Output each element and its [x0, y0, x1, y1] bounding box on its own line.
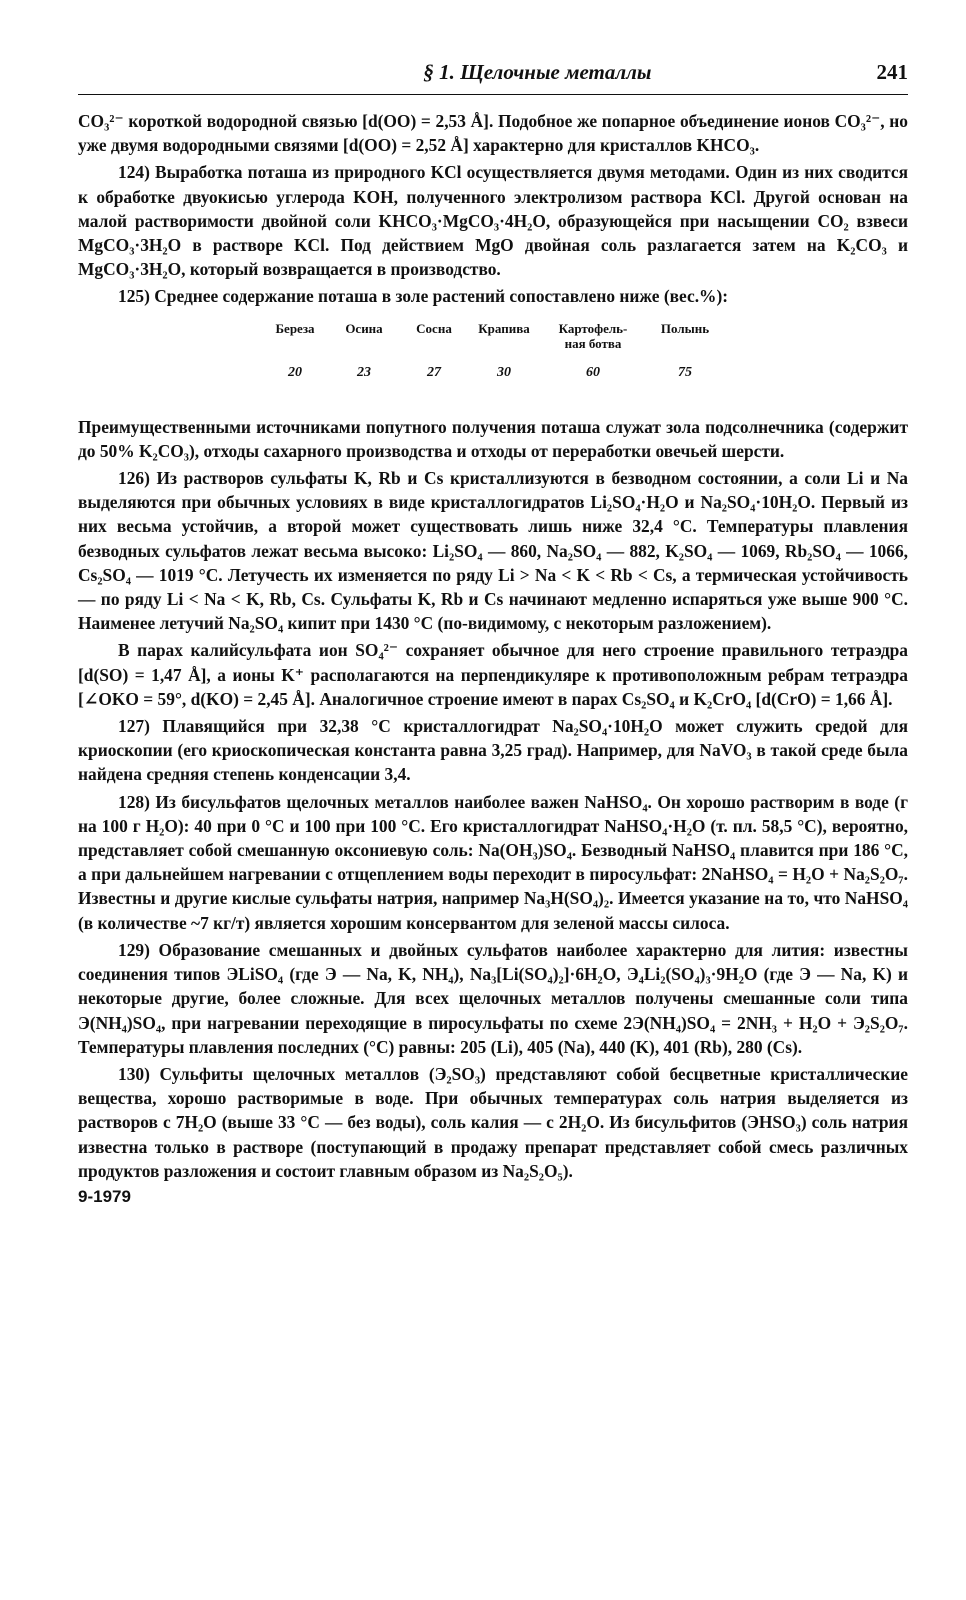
potash-content-table	[78, 321, 908, 411]
paragraph-124: 124) Выработка поташа из природного KCl осуществляется двумя методами. Один из них сводится к обработке двуокисью углерода KOH, полученного электролизом раствора KCl. Другой основан на малой растворимости двойной соли KHCO₃·MgCO₃·4H₂O, образующейся при насыщении CO₂ взвеси MgCO₃·3H₂O в растворе KCl. Под действием MgO двойная соль разлагается затем на K₂CO₃ и MgCO₃·3H₂O, который возвращается в производство.	[78, 162, 908, 280]
paragraph-128: 128) Из бисульфатов щелочных металлов наиболее важен NaHSO₄. Он хорошо растворим в воде (г на 100 г H₂O): 40 при 0 °C и 100 при 100 °C. Его кристаллогидрат NaHSO₄·H₂O (т. пл. 58,5 °C), вероятно, представляет собой смешанную оксониевую соль: Na(OH₃)SO₄. Безводный NaHSO₄ плавится при 186 °C, а при дальнейшем нагревании с отщеплением воды переходит в пиросульфат: 2NaHSO₄ = H₂O + Na₂S₂O₇. Известны и другие кислые сульфаты натрия, например Na₃H(SO₄)₂. Имеется указание на то, что NaHSO₄ (в количестве ~7 кг/т) является хорошим консервантом для зеленой массы силоса.	[78, 791, 908, 933]
table-header-cell: Крапива	[478, 320, 530, 336]
paragraph-continuation: CO₃²⁻ короткой водородной связью [d(OO) = 2,53 Å]. Подобное же попарное объединение ионов CO₃²⁻, но уже двумя водородными связями [d(OO) = 2,52 Å] характерно для кристаллов KHCO₃.	[78, 111, 908, 156]
printer-signature: 9-1979	[78, 1186, 131, 1206]
table-header-cell: Сосна	[416, 320, 452, 336]
paragraph-125: 125) Среднее содержание поташа в золе растений сопоставлено ниже (вес.%):	[118, 286, 729, 307]
table-header-cell: Полынь	[660, 320, 710, 336]
table-value-cell: 23	[357, 364, 371, 380]
paragraph-129: 129) Образование смешанных и двойных сульфатов наиболее характерно для лития: известны соединения типов ЭLiSO₄ (где Э — Na, K, NH₄), Na₃[Li(SO₄)₂]·6H₂O, Э₄Li₂(SO₄)₃·9H₂O (где Э — Na, K) и некоторые другие, более сложные. Для всех щелочных металлов получены смешанные соли типа Э(NH₄)SO₄, при нагревании переходящие в пиросульфаты по схеме 2Э(NH₄)SO₄ = 2NH₃ + H₂O + Э₂S₂O₇. Температуры плавления последних (°C) равны: 205 (Li), 405 (Na), 440 (K), 401 (Rb), 280 (Cs).	[78, 939, 908, 1057]
paragraph-130: 130) Сульфиты щелочных металлов (Э₂SO₃) представляют собой бесцветные кристаллические вещества, хорошо растворимые в воде. При обычных температурах соль натрия выделяется из растворов с 7H₂O (выше 33 °C — без воды), соль калия — с 2H₂O. Из бисульфитов (ЭHSO₃) соль натрия известна только в растворе (поступающий в продажу препарат представляет собой смесь различных продуктов разложения и состоит главным образом из Na₂S₂O₅).	[78, 1063, 908, 1181]
section-title: § 1. Щелочные металлы	[423, 60, 652, 84]
paragraph-127: 127) Плавящийся при 32,38 °C кристаллогидрат Na₂SO₄·10H₂O может служить средой для криоскопии (его криоскопическая константа равна 3,25 град). Например, для NaVO₃ в такой среде была найдена средняя степень конденсации 3,4.	[78, 716, 908, 785]
table-value-cell: 27	[427, 364, 441, 380]
page-number: 241	[876, 60, 908, 84]
paragraph-126-continuation: В парах калийсульфата ион SO₄²⁻ сохраняет обычное для него строение правильного тетраэдра [d(SO) = 1,47 Å], а ионы K⁺ располагаются на перпендикуляре к противоположным ребрам тетраэдра [∠OKO = 59°, d(KO) = 2,45 Å]. Аналогичное строение имеют в парах Cs₂SO₄ и K₂CrO₄ [d(CrO) = 1,66 Å].	[78, 640, 908, 709]
table-value-cell: 75	[678, 364, 692, 380]
table-header-cell: Береза	[275, 320, 315, 336]
paragraph-126: 126) Из растворов сульфаты K, Rb и Cs кристаллизуются в безводном состоянии, а соли Li и Na выделяются при обычных условиях в виде кристаллогидратов Li₂SO₄·H₂O и Na₂SO₄·10H₂O. Первый из них весьма устойчив, а второй может существовать лишь ниже 32,4 °C. Температуры плавления безводных сульфатов лежат весьма высоко: Li₂SO₄ — 860, Na₂SO₄ — 882, K₂SO₄ — 1069, Rb₂SO₄ — 1066, Cs₂SO₄ — 1019 °C. Летучесть их изменяется по ряду Li > Na < K < Rb < Cs, а термическая устойчивость — по ряду Li < Na < K, Rb, Cs. Сульфаты K, Rb и Cs начинают медленно испаряться уже выше 900 °C. Наименее летучий Na₂SO₄ кипит при 1430 °C (по-видимому, с некоторым разложением).	[78, 468, 908, 634]
table-header-cell: Картофель- ная ботва	[558, 320, 628, 351]
running-header	[78, 60, 908, 95]
table-value-cell: 30	[497, 364, 511, 380]
paragraph-125-continuation: Преимущественными источниками попутного получения поташа служат зола подсолнечника (содержит до 50% K₂CO₃), отходы сахарного производства и отходы от переработки овечьей шерсти.	[78, 416, 908, 461]
table-value-cell: 60	[586, 364, 600, 380]
table-header-cell: Осина	[345, 320, 383, 336]
table-value-cell: 20	[288, 364, 302, 380]
